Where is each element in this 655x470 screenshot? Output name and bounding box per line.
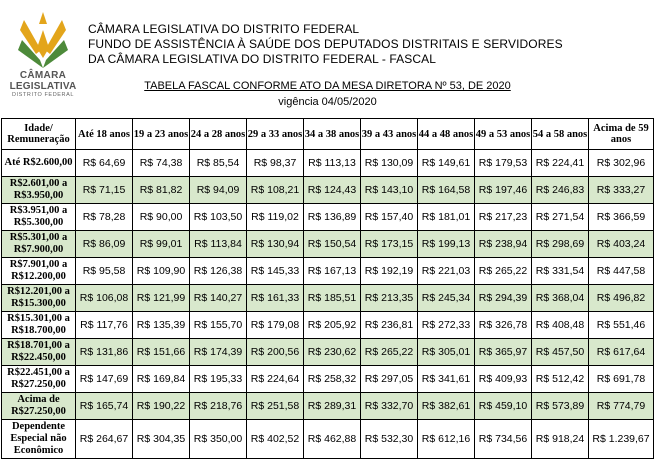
document-header	[0, 0, 655, 118]
price-cell: R$ 264,67	[76, 420, 133, 459]
price-cell: R$ 113,84	[190, 231, 247, 258]
price-cell: R$ 612,16	[418, 420, 475, 459]
price-cell: R$ 265,22	[361, 339, 418, 366]
price-cell: R$ 217,23	[475, 204, 532, 231]
price-cell: R$ 108,21	[247, 177, 304, 204]
price-cell: R$ 365,97	[475, 339, 532, 366]
column-header-age: 19 a 23 anos	[133, 119, 190, 150]
price-cell: R$ 205,92	[304, 312, 361, 339]
price-cell: R$ 173,15	[361, 231, 418, 258]
price-cell: R$ 86,09	[76, 231, 133, 258]
price-cell: R$ 155,70	[190, 312, 247, 339]
price-cell: R$ 402,52	[247, 420, 304, 459]
price-cell: R$ 124,43	[304, 177, 361, 204]
logo-line-camara: CÂMARA	[19, 70, 67, 81]
price-cell: R$ 130,94	[247, 231, 304, 258]
price-cell: R$ 117,76	[76, 312, 133, 339]
price-cell: R$ 143,10	[361, 177, 418, 204]
heading-line-3: DA CÂMARA LEGISLATIVA DO DISTRITO FEDERAL - FASCAL	[88, 52, 436, 66]
price-cell: R$ 224,41	[532, 150, 589, 177]
price-cell: R$ 408,48	[532, 312, 589, 339]
price-cell: R$ 258,32	[304, 366, 361, 393]
price-cell: R$ 1.239,67	[589, 420, 654, 459]
price-cell: R$ 691,78	[589, 366, 654, 393]
price-cell: R$ 167,13	[304, 258, 361, 285]
price-cell: R$ 109,90	[133, 258, 190, 285]
income-bracket-cell: R$22.451,00 a R$27.250,00	[2, 366, 76, 393]
price-cell: R$ 409,93	[475, 366, 532, 393]
price-cell: R$ 185,51	[304, 285, 361, 312]
logo-emblem-icon	[18, 10, 68, 70]
price-cell: R$ 221,03	[418, 258, 475, 285]
price-cell: R$ 157,40	[361, 204, 418, 231]
price-cell: R$ 236,81	[361, 312, 418, 339]
table-header-row	[2, 119, 654, 150]
column-header-age: 29 a 33 anos	[247, 119, 304, 150]
income-bracket-cell: R$18.701,00 a R$22.450,00	[2, 339, 76, 366]
price-cell: R$ 199,13	[418, 231, 475, 258]
price-cell: R$ 200,56	[247, 339, 304, 366]
price-cell: R$ 140,27	[190, 285, 247, 312]
price-cell: R$ 121,99	[133, 285, 190, 312]
logo-line-distrito: DISTRITO FEDERAL	[11, 92, 75, 98]
heading-line-2: FUNDO DE ASSISTÊNCIA À SAÚDE DOS DEPUTADOS DISTRITAIS E SERVIDORES	[88, 37, 563, 51]
price-cell: R$ 224,64	[247, 366, 304, 393]
price-cell: R$ 496,82	[589, 285, 654, 312]
heading-line-1: CÂMARA LEGISLATIVA DO DISTRITO FEDERAL	[88, 22, 360, 36]
price-cell: R$ 165,74	[76, 393, 133, 420]
price-cell: R$ 551,46	[589, 312, 654, 339]
column-header-age: 54 a 58 anos	[532, 119, 589, 150]
price-cell: R$ 245,34	[418, 285, 475, 312]
price-cell: R$ 332,70	[361, 393, 418, 420]
table-title: TABELA FASCAL CONFORME ATO DA MESA DIRETORA Nº 53, DE 2020	[144, 80, 511, 92]
price-cell: R$ 333,27	[589, 177, 654, 204]
price-cell: R$ 366,59	[589, 204, 654, 231]
price-cell: R$ 462,88	[304, 420, 361, 459]
price-cell: R$ 179,53	[475, 150, 532, 177]
price-cell: R$ 617,64	[589, 339, 654, 366]
price-cell: R$ 145,33	[247, 258, 304, 285]
price-cell: R$ 512,42	[532, 366, 589, 393]
institution-heading	[88, 22, 563, 67]
price-cell: R$ 197,46	[475, 177, 532, 204]
price-cell: R$ 106,08	[76, 285, 133, 312]
income-bracket-cell: R$12.201,00 a R$15.300,00	[2, 285, 76, 312]
price-cell: R$ 94,09	[190, 177, 247, 204]
column-header-age: 49 a 53 anos	[475, 119, 532, 150]
column-header-age: Até 18 anos	[76, 119, 133, 150]
price-cell: R$ 350,00	[190, 420, 247, 459]
table-row	[2, 366, 654, 393]
income-bracket-cell: Acima de R$27.250,00	[2, 393, 76, 420]
price-cell: R$ 238,94	[475, 231, 532, 258]
price-cell: R$ 190,22	[133, 393, 190, 420]
price-cell: R$ 304,35	[133, 420, 190, 459]
table-row	[2, 231, 654, 258]
price-cell: R$ 174,39	[190, 339, 247, 366]
price-cell: R$ 251,58	[247, 393, 304, 420]
column-header-age: 34 a 38 anos	[304, 119, 361, 150]
income-bracket-cell: R$5.301,00 a R$7.900,00	[2, 231, 76, 258]
price-cell: R$ 532,30	[361, 420, 418, 459]
table-row	[2, 420, 654, 459]
price-cell: R$ 64,69	[76, 150, 133, 177]
price-cell: R$ 289,31	[304, 393, 361, 420]
price-cell: R$ 298,69	[532, 231, 589, 258]
price-cell: R$ 326,78	[475, 312, 532, 339]
price-cell: R$ 164,58	[418, 177, 475, 204]
price-cell: R$ 135,39	[133, 312, 190, 339]
price-cell: R$ 246,83	[532, 177, 589, 204]
price-cell: R$ 136,89	[304, 204, 361, 231]
price-cell: R$ 161,33	[247, 285, 304, 312]
column-header-age: 44 a 48 anos	[418, 119, 475, 150]
price-cell: R$ 213,35	[361, 285, 418, 312]
price-cell: R$ 95,58	[76, 258, 133, 285]
income-bracket-cell: R$2.601,00 a R$3.950,00	[2, 177, 76, 204]
price-cell: R$ 150,54	[304, 231, 361, 258]
column-header-age: 24 a 28 anos	[190, 119, 247, 150]
price-cell: R$ 265,22	[475, 258, 532, 285]
income-bracket-cell: Dependente Especial não Econômico	[2, 420, 76, 459]
price-cell: R$ 147,69	[76, 366, 133, 393]
price-cell: R$ 734,56	[475, 420, 532, 459]
table-row	[2, 177, 654, 204]
column-header-age: 39 a 43 anos	[361, 119, 418, 150]
price-cell: R$ 126,38	[190, 258, 247, 285]
fascal-price-table	[1, 118, 654, 459]
table-row	[2, 339, 654, 366]
column-header-faixa: Idade/ Remuneração	[2, 119, 76, 150]
price-cell: R$ 294,39	[475, 285, 532, 312]
price-cell: R$ 382,61	[418, 393, 475, 420]
column-header-age: Acima de 59 anos	[589, 119, 654, 150]
income-bracket-cell: R$7.901,00 a R$12.200,00	[2, 258, 76, 285]
price-cell: R$ 192,19	[361, 258, 418, 285]
price-cell: R$ 573,89	[532, 393, 589, 420]
income-bracket-cell: R$3.951,00 a R$5.300,00	[2, 204, 76, 231]
table-row	[2, 150, 654, 177]
price-cell: R$ 341,61	[418, 366, 475, 393]
table-row	[2, 312, 654, 339]
price-cell: R$ 331,54	[532, 258, 589, 285]
price-cell: R$ 403,24	[589, 231, 654, 258]
price-cell: R$ 99,01	[133, 231, 190, 258]
income-bracket-cell: R$15.301,00 a R$18.700,00	[2, 312, 76, 339]
price-cell: R$ 119,02	[247, 204, 304, 231]
price-cell: R$ 774,79	[589, 393, 654, 420]
price-cell: R$ 149,61	[418, 150, 475, 177]
price-cell: R$ 131,86	[76, 339, 133, 366]
price-cell: R$ 457,50	[532, 339, 589, 366]
price-cell: R$ 113,13	[304, 150, 361, 177]
price-cell: R$ 368,04	[532, 285, 589, 312]
table-row	[2, 258, 654, 285]
price-cell: R$ 195,33	[190, 366, 247, 393]
price-cell: R$ 85,54	[190, 150, 247, 177]
price-cell: R$ 130,09	[361, 150, 418, 177]
price-cell: R$ 918,24	[532, 420, 589, 459]
price-cell: R$ 272,33	[418, 312, 475, 339]
price-cell: R$ 98,37	[247, 150, 304, 177]
income-bracket-cell: Até R$2.600,00	[2, 150, 76, 177]
price-cell: R$ 297,05	[361, 366, 418, 393]
table-row	[2, 285, 654, 312]
camara-legislativa-logo	[8, 10, 78, 110]
price-cell: R$ 90,00	[133, 204, 190, 231]
price-cell: R$ 218,76	[190, 393, 247, 420]
price-cell: R$ 169,84	[133, 366, 190, 393]
vigencia-date: vigência 04/05/2020	[278, 96, 377, 108]
price-cell: R$ 230,62	[304, 339, 361, 366]
price-cell: R$ 459,10	[475, 393, 532, 420]
table-row	[2, 393, 654, 420]
price-cell: R$ 181,01	[418, 204, 475, 231]
price-cell: R$ 71,15	[76, 177, 133, 204]
price-cell: R$ 179,08	[247, 312, 304, 339]
price-cell: R$ 447,58	[589, 258, 654, 285]
price-cell: R$ 151,66	[133, 339, 190, 366]
price-cell: R$ 302,96	[589, 150, 654, 177]
logo-line-legislativa: LEGISLATIVA	[9, 81, 77, 92]
price-cell: R$ 74,38	[133, 150, 190, 177]
price-cell: R$ 271,54	[532, 204, 589, 231]
table-row	[2, 204, 654, 231]
price-cell: R$ 305,01	[418, 339, 475, 366]
price-cell: R$ 103,50	[190, 204, 247, 231]
price-cell: R$ 81,82	[133, 177, 190, 204]
price-cell: R$ 78,28	[76, 204, 133, 231]
